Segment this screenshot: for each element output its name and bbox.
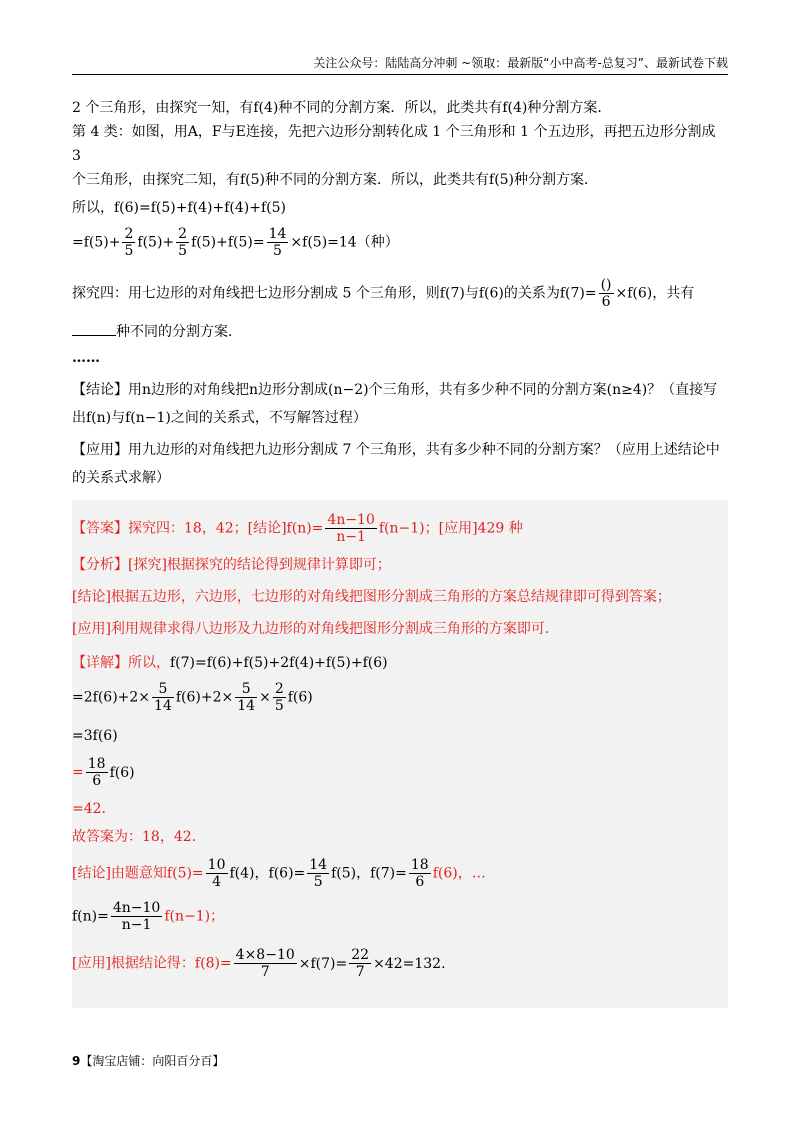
text-line: 2 个三角形，由探究一知，有f(4)种不同的分割方案．所以，此类共有f(4)种分割方案． bbox=[72, 100, 612, 116]
text-line: 所以，f(6)=f(5)+f(4)+f(4)+f(5) bbox=[72, 200, 286, 216]
detail-line: =2f(6)+2× $\frac{5}{14}$ f(6)+2× $\frac{5}{14}$ × $\frac{2}{5}$ f(6) bbox=[72, 681, 313, 714]
page-number: 9 bbox=[72, 1054, 81, 1068]
page-header: 关注公众号：陆陆高分冲刺 ~领取：最新版“小中高考-总复习”、最新试卷下载 bbox=[72, 54, 728, 75]
text-line: 种不同的分割方案． bbox=[72, 320, 728, 344]
text-line: 出f(n)与f(n−1)之间的关系式，不写解答过程） bbox=[72, 410, 367, 426]
text-line: 第 4 类：如图，用A，F与E连接，先把六边形分割转化成 1 个三角形和 1 个五边形，再把五边形分割成 3 bbox=[72, 124, 716, 164]
detail-line: [结论]由题意知f(5)= $\frac{10}{4}$ f(4)，f(6)= $\frac{14}{5}$ f(5)，f(7)= $\frac{18}{6}$ f(6)，… bbox=[72, 857, 486, 890]
text-line: 的关系式求解） bbox=[72, 470, 170, 486]
problem-text bbox=[72, 96, 728, 490]
detail-line: [应用]根据结论得：f(8)= $\frac{4\times 8-10}{7}$ ×f(7)= $\frac{22}{7}$ ×42=132. bbox=[72, 947, 446, 980]
detail-line: = $\frac{18}{6}$ f(6) bbox=[72, 756, 135, 789]
equation-line: =f(5)+ $\frac{2}{5}$ f(5)+ $\frac{2}{5}$ f(5)+f(5)= $\frac{14}{5}$ ×f(5)=14（种） bbox=[72, 226, 399, 259]
exploration-four: 探究四：用七边形的对角线把七边形分割成 5 个三角形，则f(7)与f(6)的关系为f(7)= $\frac{()}{6}$ ×f(6)，共有 bbox=[72, 277, 695, 310]
analysis-line: [应用]利用规律求得八边形及九边形的对角线把图形分割成三角形的方案即可． bbox=[72, 621, 559, 637]
detail-line: f(n)= $\frac{4n-10}{n-1}$ f(n−1)； bbox=[72, 900, 225, 933]
answer-line: 【答案】探究四：18，42；[结论]f(n)= $\frac{4n-10}{n-1}$ f(n−1)；[应用]429 种 bbox=[72, 512, 523, 545]
detail-line: =3f(6) bbox=[72, 728, 118, 744]
ellipsis: …… bbox=[72, 350, 100, 366]
page-footer bbox=[72, 1052, 224, 1069]
footer-text: 【淘宝店铺：向阳百分百】 bbox=[80, 1054, 225, 1068]
detail-line: 【详解】所以，f(7)=f(6)+f(5)+2f(4)+f(5)+f(6) bbox=[72, 655, 388, 671]
detail-line: =42． bbox=[72, 801, 116, 817]
detail-line: 故答案为：18，42． bbox=[72, 829, 206, 845]
analysis-line: [结论]根据五边形，六边形，七边形的对角线把图形分割成三角形的方案总结规律即可得到答案； bbox=[72, 589, 671, 605]
answer-section bbox=[72, 512, 728, 980]
analysis-line: 【分析】[探究]根据探究的结论得到规律计算即可； bbox=[72, 557, 391, 573]
conclusion-question: 【结论】用n边形的对角线把n边形分割成(n−2)个三角形，共有多少种不同的分割方案(n≥4)？（直接写 bbox=[72, 382, 718, 398]
answer-blank bbox=[72, 321, 116, 336]
text-line: 个三角形，由探究二知，有f(5)种不同的分割方案．所以，此类共有f(5)种分割方案． bbox=[72, 172, 599, 188]
application-question: 【应用】用九边形的对角线把九边形分割成 7 个三角形，共有多少种不同的分割方案？（应用上述结论中 bbox=[72, 442, 720, 458]
